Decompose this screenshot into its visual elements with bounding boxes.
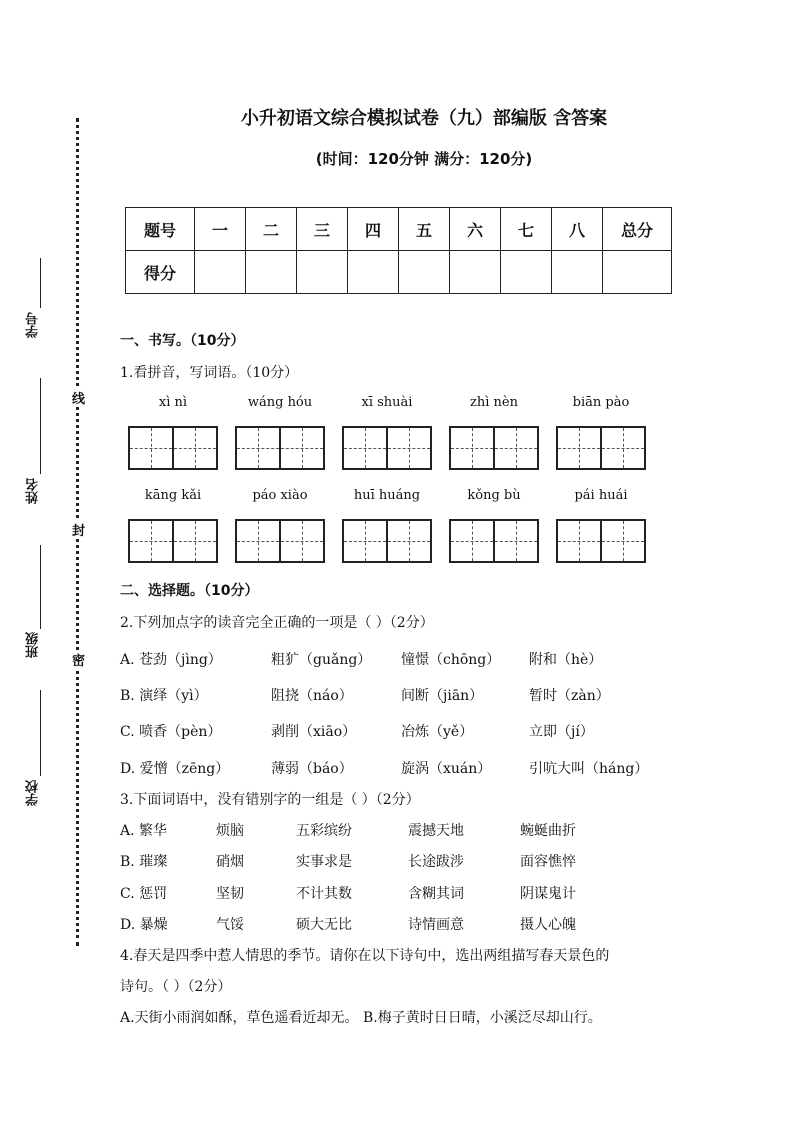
question-1: 1.看拼音，写词语。（10分）: [120, 365, 299, 381]
writing-grid[interactable]: [235, 426, 325, 470]
option-text: 硝烟: [216, 854, 244, 870]
pinyin-label: xī shuài: [361, 395, 413, 410]
option-text: 硕大无比: [296, 917, 352, 933]
option-text: 气馁: [216, 917, 244, 933]
score-cell-header: 总分: [603, 208, 672, 251]
score-cell[interactable]: [603, 251, 672, 294]
score-row-label: 得分: [126, 251, 195, 294]
score-cell[interactable]: [450, 251, 501, 294]
score-cell[interactable]: [399, 251, 450, 294]
student-number-field[interactable]: [40, 258, 41, 308]
pinyin-label: zhì nèn: [470, 395, 518, 410]
writing-grid[interactable]: [128, 426, 218, 470]
question-3: 3.下面词语中，没有错别字的一组是（ ）（2分）: [120, 792, 420, 808]
option-text: A. 繁华: [120, 823, 168, 839]
option-text: 间断（jiān）: [401, 688, 484, 704]
option-text: A. 苍劲（jìng）: [120, 652, 222, 668]
name-label: 姓名: [26, 478, 41, 504]
option-text: 诗情画意: [408, 917, 464, 933]
writing-grid[interactable]: [449, 519, 539, 563]
score-cell[interactable]: [195, 251, 246, 294]
writing-grid[interactable]: [128, 519, 218, 563]
score-cell[interactable]: [297, 251, 348, 294]
option-text: 五彩缤纷: [296, 823, 352, 839]
score-cell[interactable]: [501, 251, 552, 294]
pinyin-label: pái huái: [574, 488, 628, 503]
name-field[interactable]: [40, 378, 41, 474]
option-text: 震撼天地: [408, 823, 464, 839]
writing-grid[interactable]: [556, 426, 646, 470]
option-text: 剥削（xiāo）: [271, 724, 357, 740]
option-text: 憧憬（chōng）: [401, 652, 501, 668]
option-text: D. 爱憎（zēng）: [120, 761, 230, 777]
score-cell[interactable]: [348, 251, 399, 294]
writing-grid[interactable]: [342, 426, 432, 470]
pinyin-label: kāng kǎi: [144, 488, 202, 503]
option-text: D. 暴燥: [120, 917, 168, 933]
option-text: 含糊其词: [408, 886, 464, 902]
score-cell[interactable]: [246, 251, 297, 294]
section-heading: 二、选择题。（10分）: [120, 583, 259, 599]
pinyin-label: wáng hóu: [247, 395, 313, 410]
score-cell-header: 题号: [126, 208, 195, 251]
pinyin-label: huī huáng: [353, 488, 421, 503]
class-label: 班级: [26, 632, 41, 658]
page-subtitle: (时间：120分钟 满分：120分): [315, 150, 533, 168]
option-text: 粗犷（guǎng）: [271, 652, 372, 668]
option-text: 薄弱（báo）: [271, 761, 353, 777]
option-text: 阴谋鬼计: [520, 886, 576, 902]
page-title: 小升初语文综合模拟试卷（九）部编版 含答案: [240, 108, 608, 129]
option-text: 不计其数: [296, 886, 352, 902]
school-label: 学校: [26, 780, 41, 806]
seal-mark-seal: 封: [72, 520, 85, 539]
pinyin-label: biān pào: [572, 395, 630, 410]
student-number-label: 学号: [26, 312, 41, 338]
question-4-options: A.天街小雨润如酥，草色遥看近却无。 B.梅子黄时日日晴，小溪泛尽却山行。: [120, 1010, 602, 1026]
school-field[interactable]: [40, 690, 41, 776]
writing-grid[interactable]: [556, 519, 646, 563]
class-field[interactable]: [40, 545, 41, 629]
option-text: C. 惩罚: [120, 886, 168, 902]
score-cell[interactable]: [552, 251, 603, 294]
score-cell-header: 一: [195, 208, 246, 251]
score-cell-header: 七: [501, 208, 552, 251]
option-text: 阻挠（náo）: [271, 688, 353, 704]
option-text: 烦脑: [216, 823, 244, 839]
option-text: 冶炼（yě）: [401, 724, 474, 740]
writing-grid[interactable]: [449, 426, 539, 470]
option-text: C. 喷香（pèn）: [120, 724, 222, 740]
writing-grid[interactable]: [342, 519, 432, 563]
option-text: 暂时（zàn）: [529, 688, 610, 704]
option-text: 旋涡（xuán）: [401, 761, 492, 777]
question-2: 2.下列加点字的读音完全正确的一项是（ ）（2分）: [120, 615, 434, 631]
pinyin-label: kǒng bù: [467, 488, 521, 503]
option-text: 长途跋涉: [408, 854, 464, 870]
score-cell-header: 八: [552, 208, 603, 251]
seal-mark-line: 线: [72, 388, 85, 407]
score-cell-header: 五: [399, 208, 450, 251]
option-text: 蜿蜒曲折: [520, 823, 576, 839]
option-text: 立即（jí）: [529, 724, 594, 740]
option-text: 面容憔悴: [520, 854, 576, 870]
option-text: 坚韧: [216, 886, 244, 902]
question-4-continued: 诗句。（ ）（2分）: [120, 979, 232, 995]
seal-mark-secret: 密: [72, 650, 85, 669]
option-text: 实事求是: [296, 854, 352, 870]
score-cell-header: 六: [450, 208, 501, 251]
question-4: 4.春天是四季中惹人情思的季节。请你在以下诗句中，选出两组描写春天景色的: [120, 948, 610, 964]
pinyin-label: xì nì: [158, 395, 188, 410]
score-cell-header: 二: [246, 208, 297, 251]
score-cell-header: 三: [297, 208, 348, 251]
option-text: 引吭大叫（háng）: [529, 761, 649, 777]
pinyin-label: páo xiào: [252, 488, 308, 503]
option-text: 附和（hè）: [529, 652, 603, 668]
score-cell-header: 四: [348, 208, 399, 251]
section-heading: 一、书写。（10分）: [120, 333, 245, 349]
score-table: [125, 207, 672, 294]
writing-grid[interactable]: [235, 519, 325, 563]
option-text: B. 璀璨: [120, 854, 168, 870]
option-text: B. 演绎（yì）: [120, 688, 208, 704]
option-text: 摄人心魄: [520, 917, 576, 933]
